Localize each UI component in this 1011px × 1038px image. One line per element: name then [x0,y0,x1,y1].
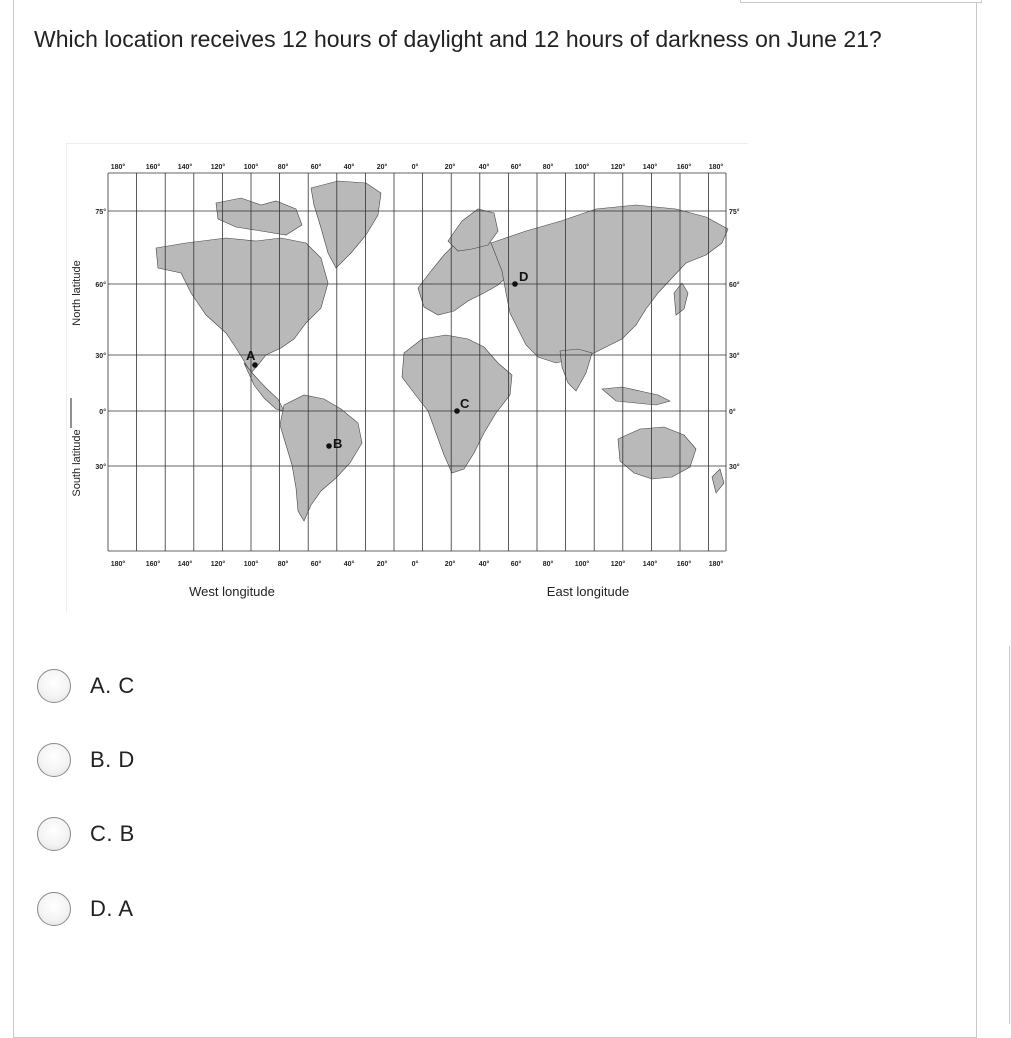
option-label [90,821,135,847]
south-america-land [280,395,362,521]
bottom-lon-label: 20° [376,561,388,568]
world-map-svg [66,143,748,613]
bottom-lon-label: 140° [177,561,193,568]
bottom-lon-label: 0° [411,561,419,568]
lat-label-right: 75° [729,209,740,216]
top-tab-edge [740,0,982,3]
top-lon-label: 120° [210,164,226,171]
bottom-lon-label: 80° [277,561,289,568]
lat-label-left: 30° [95,353,106,360]
radio-button[interactable] [37,817,71,851]
option-label [90,896,134,922]
right-latitude-labels [729,208,740,471]
bottom-lon-label: 180° [110,561,126,568]
new-zealand-land [712,469,724,493]
option-value: A [118,896,134,921]
north-america-land [156,238,328,373]
bottom-lon-label: 60° [310,561,322,568]
japan-land [674,283,688,315]
south-latitude-axis-title: South latitude [71,429,83,497]
option-label [90,747,135,773]
answer-option-d[interactable] [37,889,134,929]
answer-option-b[interactable] [37,740,135,780]
australia-land [618,427,696,479]
location-point-a [252,362,258,368]
answer-option-a[interactable] [37,666,135,706]
top-lon-label: 160° [676,164,692,171]
bottom-longitude-labels [111,560,724,568]
east-longitude-title: East longitude [546,584,630,599]
bottom-lon-label: 60° [510,561,522,568]
bottom-lon-label: 180° [708,561,724,568]
location-point-c [454,408,460,414]
bottom-lon-label: 40° [478,561,490,568]
option-letter: B. [90,747,112,772]
southeast-asia-islands [602,387,670,405]
lat-label-left: 0° [99,409,106,416]
location-label-d: D [519,269,529,284]
top-lon-label: 140° [642,164,658,171]
location-label-b: B [333,436,343,451]
lat-label-right: 30° [729,353,740,360]
option-letter: C. [90,821,113,846]
central-america-land [244,363,284,411]
africa-land [402,335,512,473]
lat-label-right: 30° [729,464,740,471]
lat-label-left: 60° [95,282,106,289]
scrollbar-track[interactable] [1009,646,1010,1024]
top-lon-label: 120° [610,164,626,171]
bottom-lon-label: 20° [444,561,456,568]
top-lon-label: 60° [510,164,522,171]
bottom-lon-label: 100° [574,561,590,568]
top-lon-label: 80° [277,164,289,171]
option-value: B [119,821,135,846]
location-label-c: C [460,396,470,411]
top-lon-label: 40° [478,164,490,171]
top-longitude-labels [111,163,724,171]
top-lon-label: 80° [542,164,554,171]
lat-label-left: 30° [95,464,106,471]
landmass-group [156,181,728,521]
location-label-a: A [246,348,256,363]
top-lon-label: 160° [145,164,161,171]
bottom-lon-label: 160° [145,561,161,568]
top-lon-label: 20° [376,164,388,171]
left-latitude-labels [95,208,106,471]
radio-button[interactable] [37,669,71,703]
lat-label-right: 0° [729,409,736,416]
answer-option-c[interactable] [37,814,135,854]
top-lon-label: 180° [110,164,126,171]
option-letter: A. [90,673,112,698]
radio-button[interactable] [37,743,71,777]
lat-label-left: 75° [95,209,106,216]
arctic-islands-land [216,198,302,235]
bottom-lon-label: 80° [542,561,554,568]
top-lon-label: 60° [310,164,322,171]
radio-button[interactable] [37,892,71,926]
bottom-lon-label: 40° [343,561,355,568]
location-point-b [326,443,332,449]
location-point-d [512,281,518,287]
option-value: C [118,673,135,698]
west-longitude-title: West longitude [189,584,275,599]
bottom-lon-label: 160° [676,561,692,568]
option-label [90,673,135,699]
top-lon-label: 40° [343,164,355,171]
top-lon-label: 140° [177,164,193,171]
greenland-land [311,181,381,268]
north-latitude-axis-title: North latitude [71,260,83,326]
bottom-lon-label: 120° [210,561,226,568]
bottom-lon-label: 140° [642,561,658,568]
world-map-figure [66,143,748,613]
top-lon-label: 0° [411,164,419,171]
option-value: D [118,747,135,772]
top-lon-label: 180° [708,164,724,171]
option-letter: D. [90,896,113,921]
top-lon-label: 100° [243,164,259,171]
lat-label-right: 60° [729,282,740,289]
bottom-lon-label: 120° [610,561,626,568]
top-lon-label: 20° [444,164,456,171]
question-text: Which location receives 12 hours of daylight and 12 hours of darkness on June 21? [34,26,882,52]
bottom-lon-label: 100° [243,561,259,568]
top-lon-label: 100° [574,164,590,171]
